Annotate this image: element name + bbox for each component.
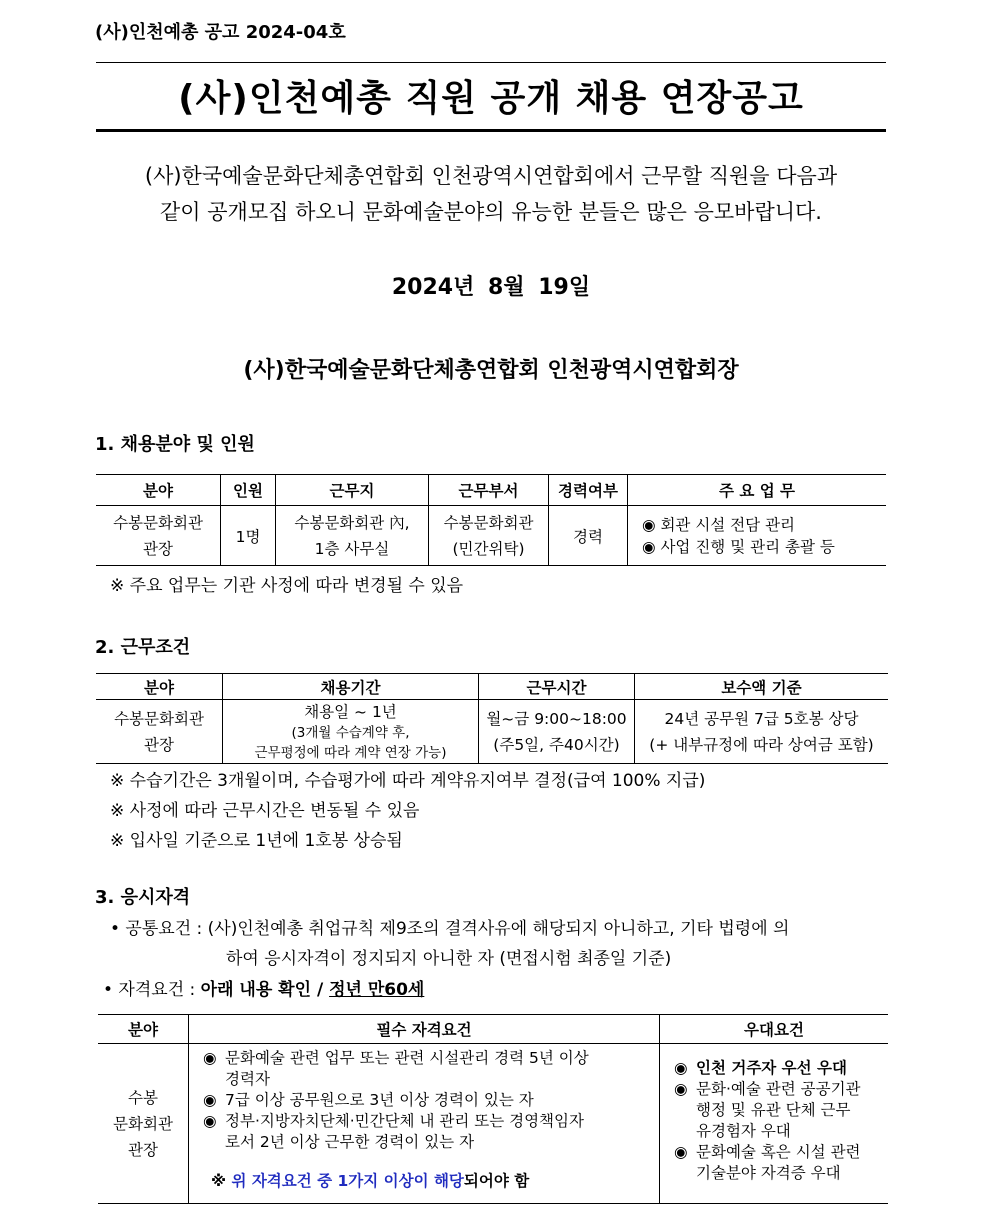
col-header-period: 채용기간 [223,674,479,700]
qualification-label: • 자격요건 : [103,980,201,1000]
conditions-table [96,673,888,764]
section-3-heading: 3. 응시자격 [95,887,191,908]
col-header-duties: 주 요 업 무 [628,475,887,506]
cell-dept: 수봉문화회관 (민간위탁) [429,506,549,566]
col-header-dept: 근무부서 [429,475,549,506]
retirement-age: 정년 만60세 [329,980,425,1000]
required-item: ◉ 정부·지방자치단체·민간단체 내 관리 또는 경영책임자 로서 2년 이상 근무한 경력이 있는 자 [203,1112,584,1151]
cell-period: 채용일 ~ 1년 (3개월 수습계약 후, 근무평정에 따라 계약 연장 가능) [223,700,479,764]
page-title: (사)인천예총 직원 공개 채용 연장공고 [178,78,804,119]
common-requirement: • 공통요건 : (사)인천예총 취업규칙 제9조의 결격사유에 해당되지 아니하고, 기타 법령에 의 하여 응시자격이 정지되지 아니한 자 (면접시험 최종일 기준) [110,919,790,969]
required-note: ※ 위 자격요건 중 1가지 이상이 해당되어야 함 [211,1172,530,1190]
cell-count: 1명 [221,506,276,566]
qualification-table [98,1014,888,1204]
col-header-pay: 보수액 기준 [635,674,889,700]
col-header-preferred: 우대요건 [660,1015,889,1044]
required-item: ◉ 7급 이상 공무원으로 3년 이상 경력이 있는 자 [203,1091,534,1109]
col-header-count: 인원 [221,475,276,506]
bullet-icon: ◉ [674,1059,688,1077]
required-item: ◉ 문화예술 관련 업무 또는 관련 시설관리 경력 5년 이상 경력자 [203,1049,589,1088]
cell-field: 수봉문화회관 관장 [96,506,221,566]
cell-hours: 월~금 9:00~18:00 (주5일, 주40시간) [479,700,635,764]
title-rule-top [96,62,886,63]
cell-required [189,1044,660,1204]
col-header-hours: 근무시간 [479,674,635,700]
announcement-date: 2024년 8월 19일 [391,275,591,300]
bullet-icon: ◉ [203,1112,217,1130]
section-1-heading: 1. 채용분야 및 인원 [95,434,255,455]
recruit-table [96,474,886,566]
bullet-icon: ◉ [674,1080,688,1098]
col-header-field: 분야 [96,674,223,700]
col-header-field: 분야 [98,1015,189,1044]
cell-field: 수봉 문화회관 관장 [98,1044,189,1204]
col-header-career: 경력여부 [549,475,628,506]
bullet-icon: ◉ [203,1091,217,1109]
col-header-required: 필수 자격요건 [189,1015,660,1044]
intro-line-1: (사)한국예술문화단체총연합회 인천광역시연합회에서 근무할 직원을 다음과 [144,164,838,188]
cell-pay: 24년 공무원 7급 5호봉 상당 (+ 내부규정에 따라 상여금 포함) [635,700,889,764]
bullet-icon: ◉ [203,1049,217,1067]
section-2-note-2: ※ 사정에 따라 근무시간은 변동될 수 있음 [110,801,420,821]
preferred-item: ◉ 문화예술 혹은 시설 관련 기술분야 자격증 우대 [674,1143,861,1182]
col-header-field: 분야 [96,475,221,506]
preferred-item: ◉ 문화·예술 관련 공공기관 행정 및 유관 단체 근무 유경험자 우대 [674,1080,861,1140]
qualification-requirement: • 자격요건 : 아래 내용 확인 / 정년 만60세 [103,980,425,1000]
section-2-note-1: ※ 수습기간은 3개월이며, 수습평가에 따라 계약유지여부 결정(급여 100% 지급) [110,771,706,791]
cell-career: 경력 [549,506,628,566]
notice-number: (사)인천예총 공고 2024-04호 [95,22,346,43]
cell-field: 수봉문화회관 관장 [96,700,223,764]
intro-line-2: 같이 공개모집 하오니 문화예술분야의 유능한 분들은 많은 응모바랍니다. [160,200,822,224]
col-header-location: 근무지 [276,475,429,506]
preferred-item: ◉ 인천 거주자 우선 우대 [674,1059,847,1077]
issuer-org: (사)한국예술문화단체총연합회 인천광역시연합회장 [243,358,739,383]
cell-preferred [660,1044,889,1204]
cell-location: 수봉문화회관 內, 1층 사무실 [276,506,429,566]
common-requirement-label: • 공통요건 : [110,919,208,939]
section-1-note: ※ 주요 업무는 기관 사정에 따라 변경될 수 있음 [110,576,464,596]
cell-duties: ◉ 회관 시설 전담 관리 ◉ 사업 진행 및 관리 총괄 등 [628,506,887,566]
section-2-heading: 2. 근무조건 [95,637,191,658]
section-2-note-3: ※ 입사일 기준으로 1년에 1호봉 상승됨 [110,831,403,851]
intro-text [96,158,886,230]
title-rule-bottom [96,129,886,132]
bullet-icon: ◉ [674,1143,688,1161]
